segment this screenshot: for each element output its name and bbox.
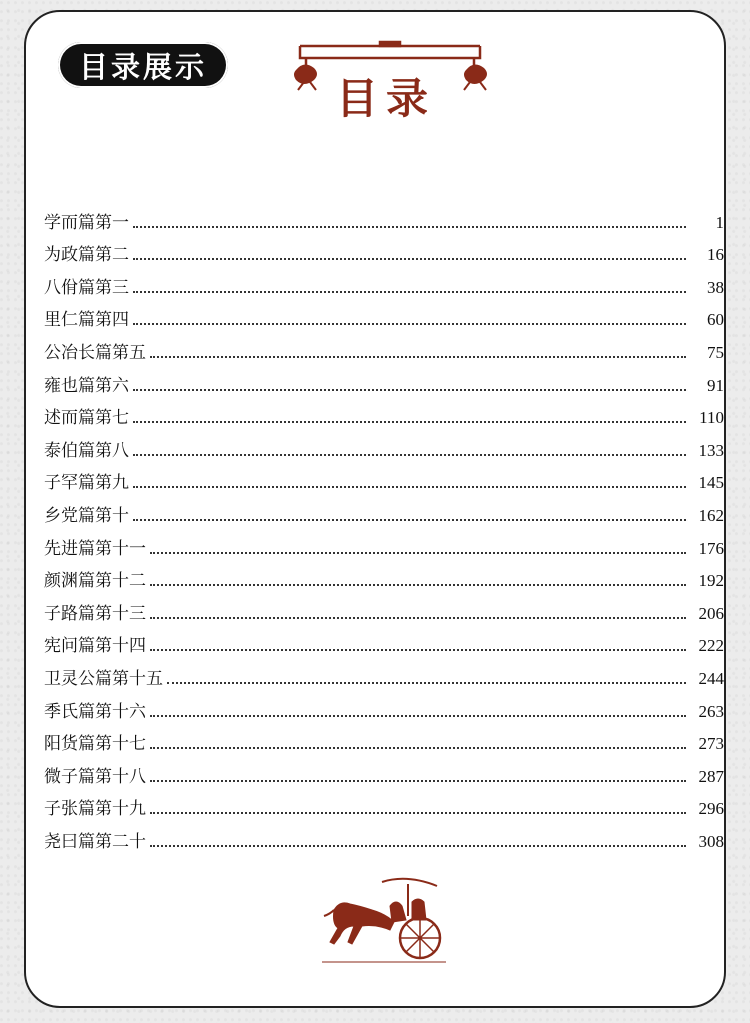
section-badge: 目录展示 <box>58 42 228 88</box>
toc-chapter-label: 八佾篇第三 <box>44 277 129 298</box>
toc-row <box>44 233 724 266</box>
toc-chapter-label: 乡党篇第十 <box>44 505 129 526</box>
toc-page-number: 192 <box>698 571 724 591</box>
toc-leader-dots <box>133 486 686 488</box>
toc-row <box>44 624 724 657</box>
toc-chapter-label: 季氏篇第十六 <box>44 701 146 722</box>
toc-page-number: 91 <box>707 375 724 395</box>
toc-row <box>44 722 724 755</box>
toc-leader-dots <box>133 323 686 325</box>
toc-row <box>44 265 724 298</box>
toc-row <box>44 493 724 526</box>
toc-chapter-label: 雍也篇第六 <box>44 375 129 396</box>
toc-page-number: 273 <box>698 734 724 754</box>
toc-leader-dots <box>150 812 686 814</box>
toc-leader-dots <box>133 389 686 391</box>
toc-row <box>44 200 724 233</box>
toc-chapter-label: 子路篇第十三 <box>44 603 146 624</box>
toc-row <box>44 591 724 624</box>
toc-chapter-label: 先进篇第十一 <box>44 538 146 559</box>
toc-page-number: 176 <box>698 538 724 558</box>
toc-leader-dots <box>133 226 686 228</box>
toc-row <box>44 298 724 331</box>
toc-row <box>44 396 724 429</box>
toc-chapter-label: 子张篇第十九 <box>44 799 146 820</box>
toc-chapter-label: 泰伯篇第八 <box>44 440 129 461</box>
horse-chariot-icon <box>320 876 450 968</box>
toc-leader-dots <box>150 356 686 358</box>
toc-page-number: 162 <box>698 505 724 525</box>
toc-leader-dots <box>133 454 686 456</box>
toc-row <box>44 754 724 787</box>
toc-chapter-label: 里仁篇第四 <box>44 310 129 331</box>
toc-row <box>44 461 724 494</box>
toc-page-number: 60 <box>707 310 724 330</box>
toc-leader-dots <box>133 291 686 293</box>
toc-row <box>44 559 724 592</box>
toc-chapter-label: 学而篇第一 <box>44 212 129 233</box>
page-title: 目录 <box>336 74 437 123</box>
toc-chapter-label: 阳货篇第十七 <box>44 734 146 755</box>
toc-page-number: 222 <box>698 636 724 656</box>
toc-row <box>44 363 724 396</box>
toc-leader-dots <box>133 421 686 423</box>
toc-chapter-label: 子罕篇第九 <box>44 473 129 494</box>
toc-leader-dots <box>150 845 686 847</box>
toc-page-number: 263 <box>698 701 724 721</box>
toc-page-number: 287 <box>698 766 724 786</box>
toc-page-number: 38 <box>707 277 724 297</box>
toc-row <box>44 787 724 820</box>
toc-row <box>44 428 724 461</box>
toc-leader-dots <box>150 715 686 717</box>
toc-chapter-label: 为政篇第二 <box>44 245 129 266</box>
toc-page-number: 206 <box>698 603 724 623</box>
toc-page-number: 1 <box>715 212 724 232</box>
toc-page-number: 110 <box>699 408 724 428</box>
toc-leader-dots <box>150 584 686 586</box>
toc-chapter-label: 述而篇第七 <box>44 408 129 429</box>
toc-leader-dots <box>133 519 686 521</box>
toc-leader-dots <box>150 747 686 749</box>
toc-row <box>44 330 724 363</box>
toc-chapter-label: 公冶长篇第五 <box>44 342 146 363</box>
toc-page-number: 308 <box>698 831 724 851</box>
toc-leader-dots <box>150 649 686 651</box>
toc-row <box>44 689 724 722</box>
toc-page-number: 16 <box>707 245 724 265</box>
toc-row <box>44 526 724 559</box>
toc-page-number: 75 <box>707 342 724 362</box>
toc-chapter-label: 宪问篇第十四 <box>44 636 146 657</box>
toc-page-number: 296 <box>698 799 724 819</box>
toc-leader-dots <box>150 552 686 554</box>
toc-row <box>44 656 724 689</box>
toc-leader-dots <box>167 682 686 684</box>
toc-page-number: 145 <box>698 473 724 493</box>
toc-chapter-label: 颜渊篇第十二 <box>44 571 146 592</box>
table-of-contents <box>44 200 724 852</box>
toc-leader-dots <box>150 617 686 619</box>
toc-chapter-label: 卫灵公篇第十五 <box>44 668 163 689</box>
toc-page-number: 133 <box>698 440 724 460</box>
toc-page-number: 244 <box>698 668 724 688</box>
toc-chapter-label: 尧曰篇第二十 <box>44 831 146 852</box>
toc-chapter-label: 微子篇第十八 <box>44 766 146 787</box>
toc-leader-dots <box>150 780 686 782</box>
toc-leader-dots <box>133 258 686 260</box>
toc-row <box>44 819 724 852</box>
